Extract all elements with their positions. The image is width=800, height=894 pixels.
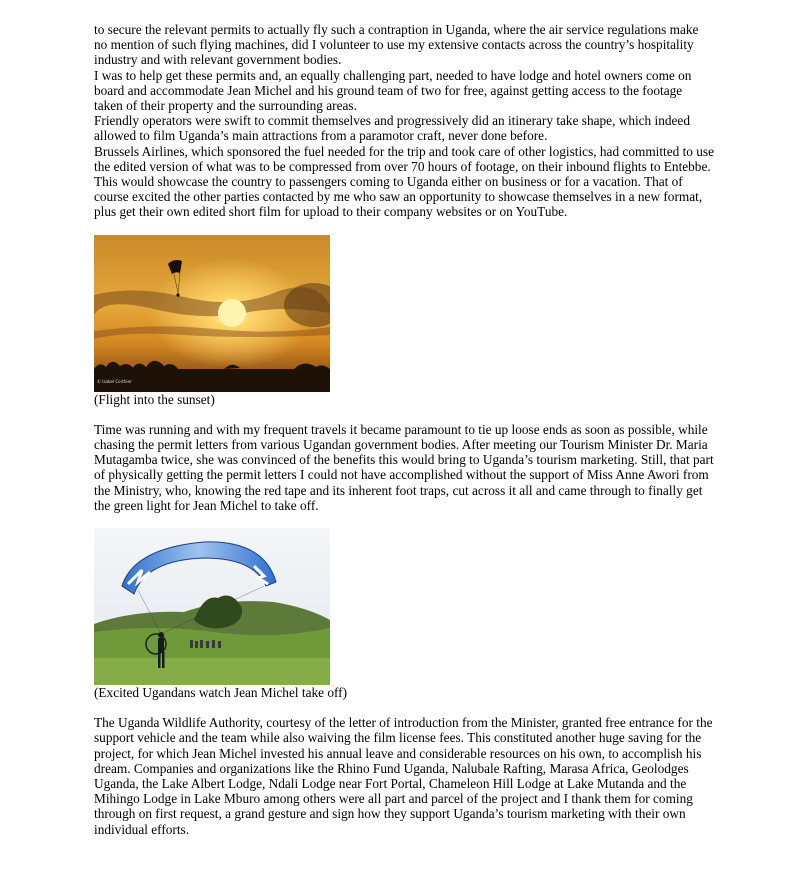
paragraph-brussels-airlines: Brussels Airlines, which sponsored the fuel needed for the trip and took care of other logistics, had committed to use the edited version of what was to be compressed from over 70 hours of footage, on their inbound flights to Entebbe. This would showcase the country to passengers coming to Uganda either on business or for a vacation. That of course excited the other parties contacted by me who saw an opportunity to showcase themselves in a new format, plus get their own edited short film for upload to their company websites or on YouTube. <box>94 143 715 220</box>
photo-credit: © Isabel Corthier <box>97 379 132 385</box>
article-body <box>94 22 714 837</box>
paragraph-permit-letters: Time was running and with my frequent travels it became paramount to tie up loose ends as soon as possible, while chasing the permit letters from various Ugandan government bodies. After meeting our Tourism Minister Dr. Maria Mutagamba twice, she was convinced of the benefits this would bring to Uganda’s tourism marketing. Still, that part of physically getting the permit letters I could not have accomplished without the support of Miss Anne Awori from the Ministry, who, knowing the red tape and its inherent foot traps, cut across it all and came through to finally get the green light for Jean Michel to take off. <box>94 421 714 513</box>
sunset-flight-image <box>94 235 330 392</box>
takeoff-photo <box>94 528 330 685</box>
takeoff-image <box>94 528 330 685</box>
paragraph-wildlife-authority: The Uganda Wildlife Authority, courtesy of the letter of introduction from the Minister, granted free entrance for the support vehicle and the team while also waiving the film license fees. This constituted another huge saving for the project, for which Jean Michel invested his annual leave and considerable resources on his own, to accomplish his dream. Companies and organizations like the Rhino Fund Uganda, Nalubale Rafting, Marasa Africa, Geolodges Uganda, the Lake Albert Lodge, Ndali Lodge near Fort Portal, Chameleon Hill Lodge at Lake Mutanda and the Mihingo Lodge in Lake Mburo among others were all part and parcel of the project and I thank them for coming through on first request, a grand gesture and sign how they support Uganda’s tourism marketing with their own individual efforts. <box>94 715 713 837</box>
paragraph-lodges: I was to help get these permits and, an equally challenging part, needed to have lodge and hotel owners come on board and accommodate Jean Michel and his ground team of two for free, against getting access to the footage taken of their property and the surrounding areas. <box>94 67 692 114</box>
paragraph-permits: to secure the relevant permits to actually fly such a contraption in Uganda, where the air service regulations make no mention of such flying machines, did I volunteer to use my extensive contacts across the country’s hospitality industry and with relevant government bodies. <box>94 22 699 68</box>
caption-takeoff: (Excited Ugandans watch Jean Michel take off) <box>94 685 348 701</box>
caption-sunset: (Flight into the sunset) <box>94 391 215 407</box>
sunset-flight-photo <box>94 235 330 392</box>
paragraph-itinerary: Friendly operators were swift to commit themselves and progressively did an itinerary take shape, which indeed allowed to film Uganda’s main attractions from a paramotor craft, never done before. <box>94 113 690 144</box>
